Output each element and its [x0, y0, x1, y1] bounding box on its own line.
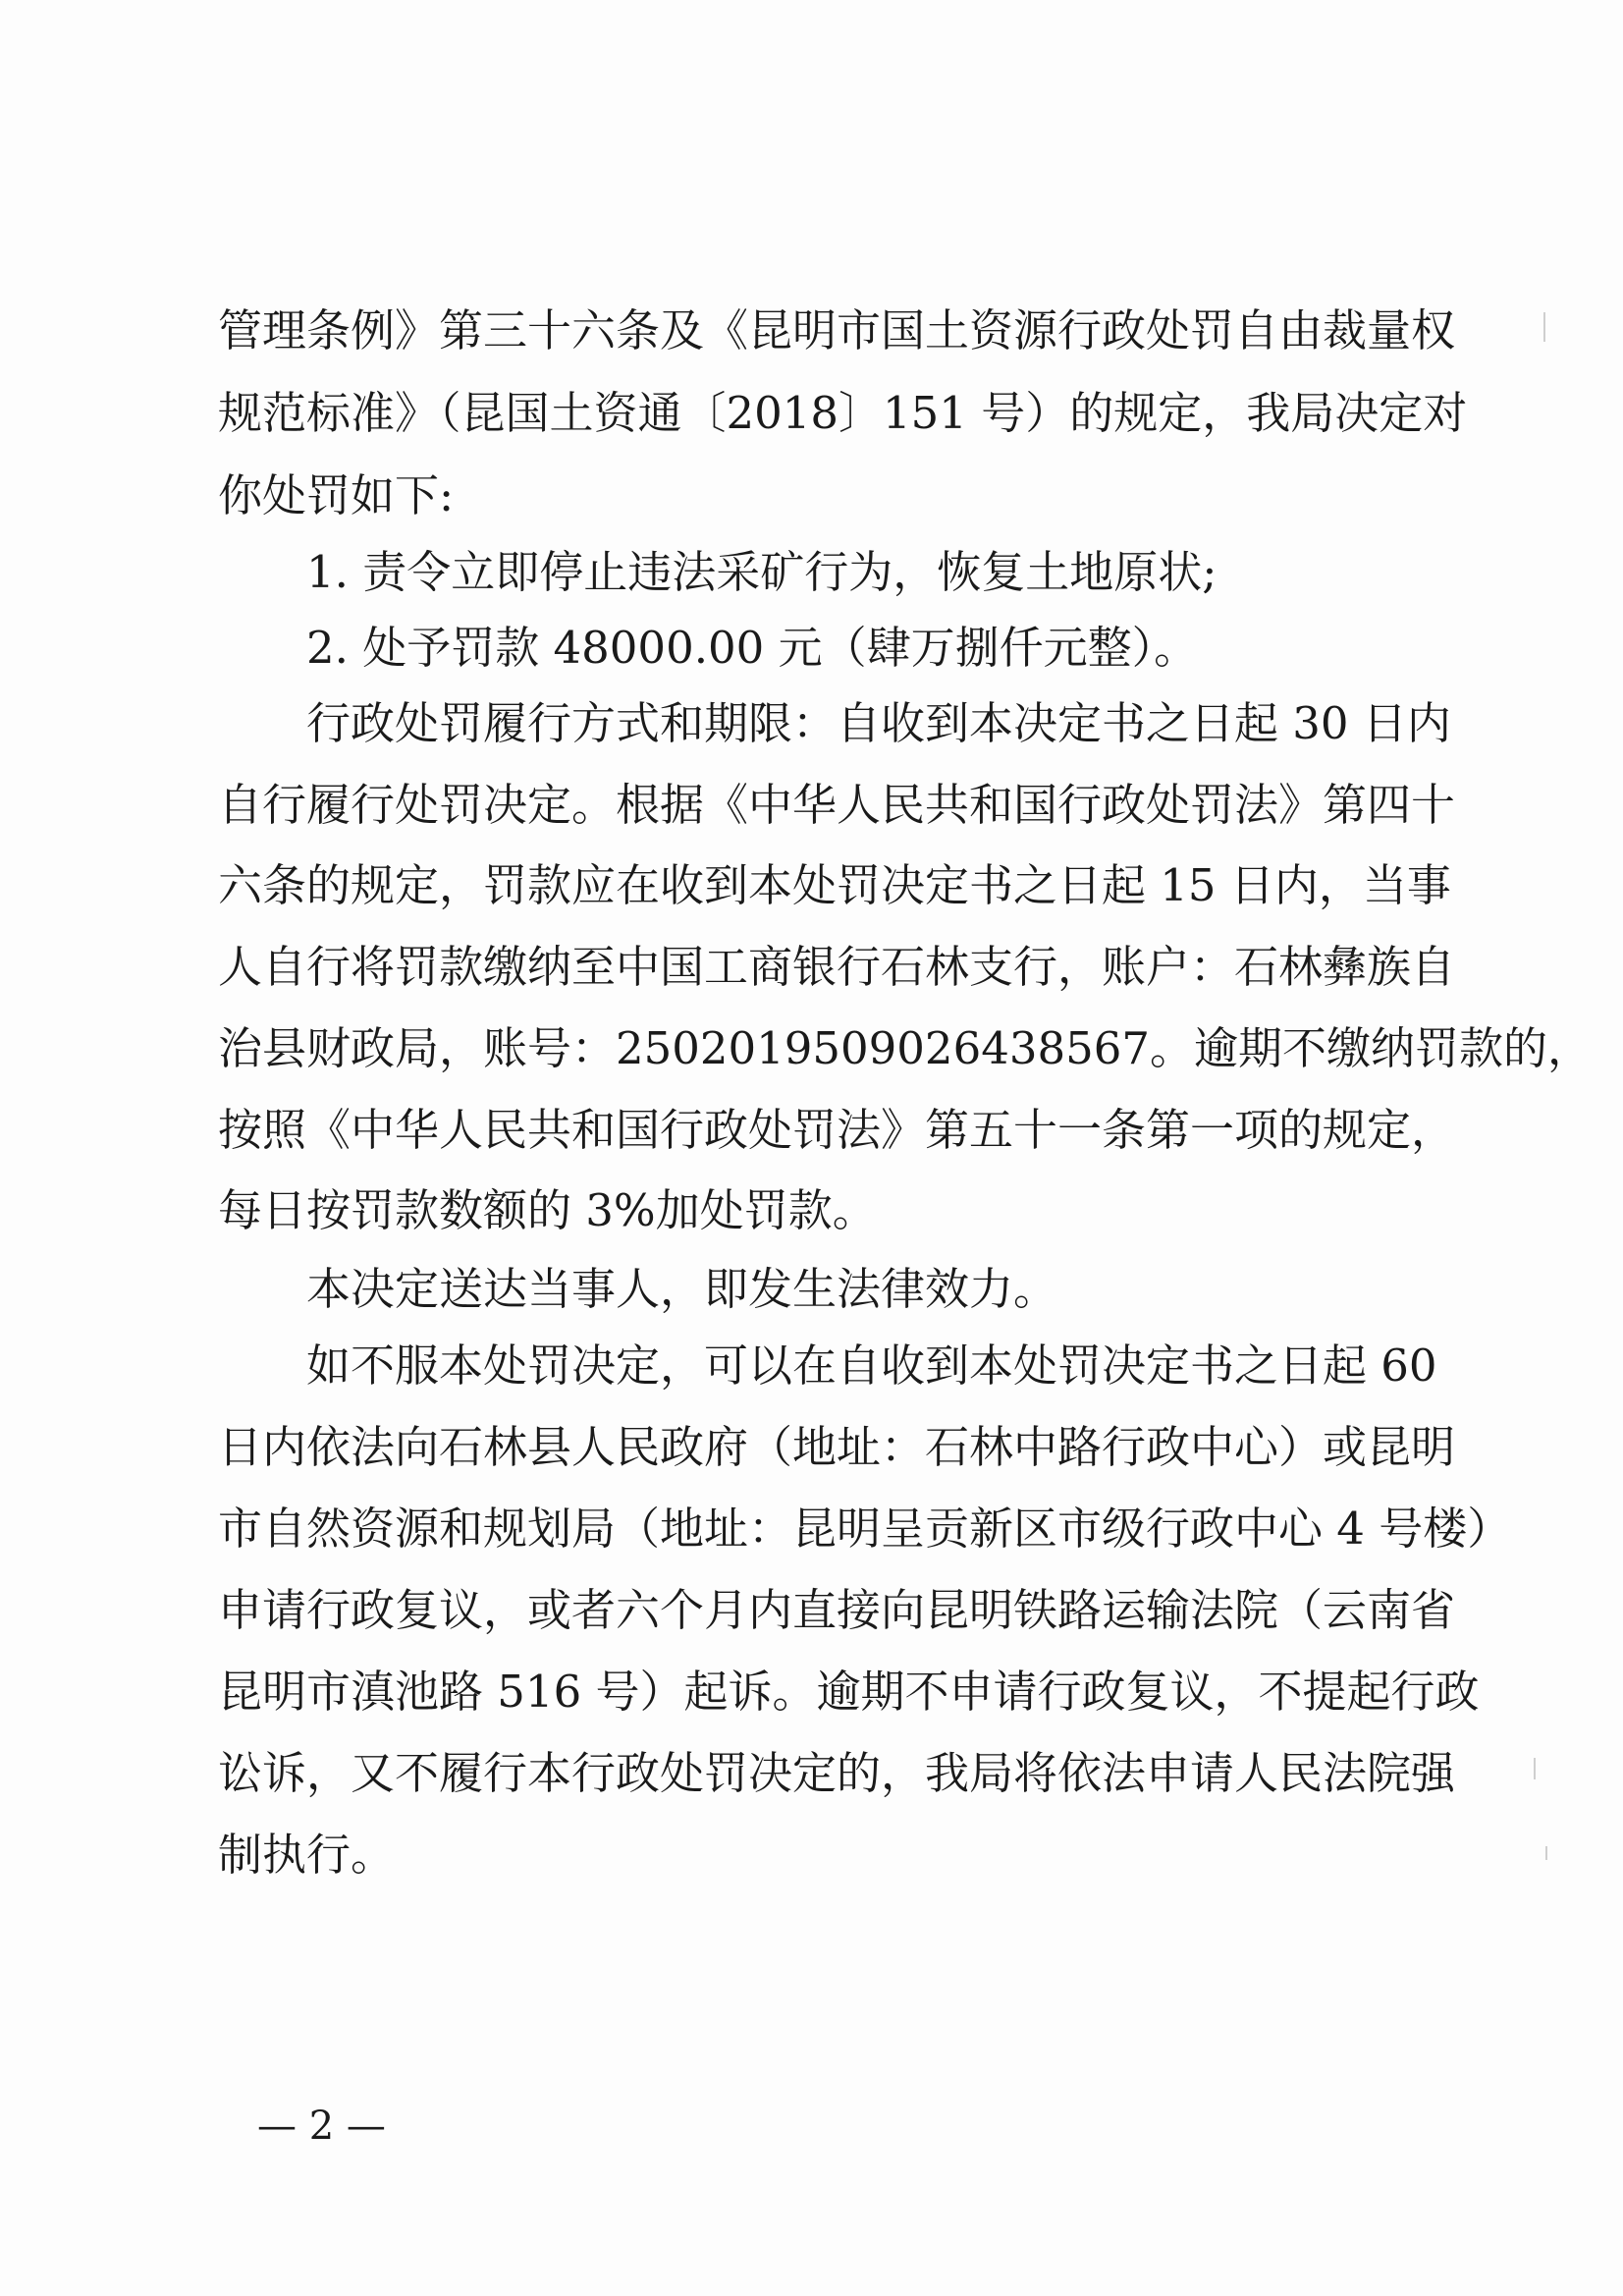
text-line: 治县财政局，账号：2502019509026438567。逾期不缴纳罚款的，: [218, 1022, 1592, 1074]
text-line: 管理条例》第三十六条及《昆明市国土资源行政处罚自由裁量权: [218, 304, 1456, 356]
text-line: 规范标准》（昆国土资通〔2018〕151 号）的规定，我局决定对: [218, 387, 1468, 439]
text-line: 你处罚如下:: [218, 469, 455, 521]
scan-speck: [1545, 1846, 1547, 1860]
text-line: 本决定送达当事人，即发生法律效力。: [306, 1263, 1058, 1315]
text-line: 每日按罚款数额的 3%加处罚款。: [218, 1184, 877, 1236]
text-line: 行政处罚履行方式和期限：自收到本决定书之日起 30 日内: [306, 697, 1451, 749]
list-item: 2. 处予罚款 48000.00 元（肆万捌仟元整）。: [306, 622, 1199, 674]
text-line: 市自然资源和规划局（地址：昆明呈贡新区市级行政中心 4 号楼）: [218, 1503, 1512, 1555]
text-line: 六条的规定，罚款应在收到本处罚决定书之日起 15 日内，当事: [218, 859, 1451, 911]
scan-speck: [1543, 312, 1545, 342]
text-line: 人自行将罚款缴纳至中国工商银行石林支行，账户：石林彝族自: [218, 941, 1456, 993]
list-item: 1. 责令立即停止违法采矿行为，恢复土地原状;: [306, 546, 1217, 598]
text-line: 按照《中华人民共和国行政处罚法》第五十一条第一项的规定，: [218, 1104, 1456, 1156]
text-line: 如不服本处罚决定，可以在自收到本处罚决定书之日起 60: [306, 1339, 1437, 1392]
page-number: — 2 —: [257, 2104, 386, 2149]
text-line: 讼诉，又不履行本行政处罚决定的，我局将依法申请人民法院强: [218, 1747, 1456, 1799]
text-line: 申请行政复议，或者六个月内直接向昆明铁路运输法院（云南省: [218, 1584, 1456, 1636]
text-line: 制执行。: [218, 1829, 396, 1881]
text-line: 自行履行处罚决定。根据《中华人民共和国行政处罚法》第四十: [218, 779, 1456, 831]
text-line: 日内依法向石林县人民政府（地址：石林中路行政中心）或昆明: [218, 1421, 1456, 1473]
scan-speck: [1534, 1758, 1536, 1779]
text-line: 昆明市滇池路 516 号）起诉。逾期不申请行政复议，不提起行政: [218, 1666, 1480, 1718]
